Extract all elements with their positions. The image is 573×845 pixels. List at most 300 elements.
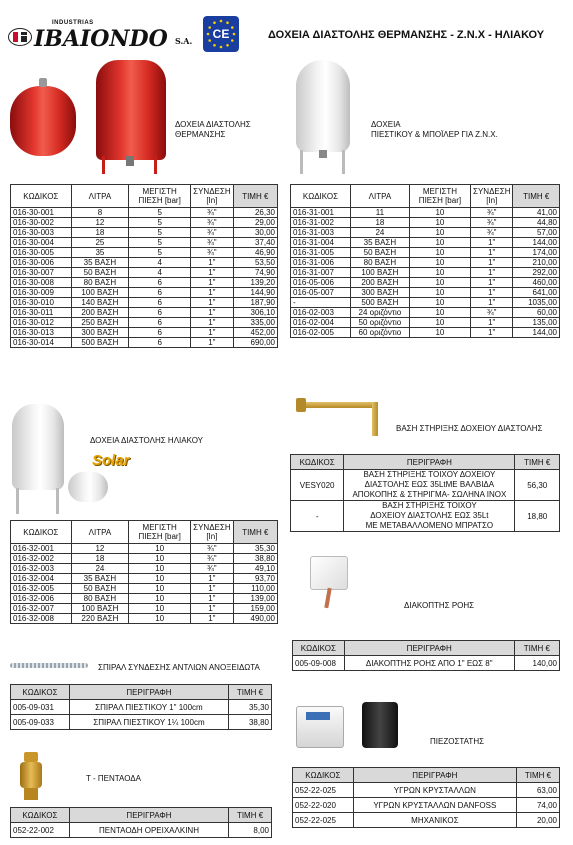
table-cell: 80 ΒΑΣΗ [71, 594, 129, 604]
table-cell: 35 ΒΑΣΗ [350, 238, 409, 248]
description-line: ΜΕ ΜΕΤΑΒΑΛΛΟΜΕΝΟ ΜΠΡΑΤΣΟ [365, 521, 494, 530]
table-cell: 016-05-007 [291, 288, 351, 298]
table-header-row [11, 685, 272, 700]
table-cell: 4 [129, 268, 191, 278]
table-row [11, 308, 278, 318]
table-cell: 490,00 [233, 614, 277, 624]
table-cell: 140,00 [514, 656, 559, 671]
table-cell: 10 [129, 544, 191, 554]
table-cell: 63,00 [516, 783, 559, 798]
table-cell: 18 [350, 218, 409, 228]
table-row [11, 258, 278, 268]
pressure-caption-line2: ΠΙΕΣΤΙΚΟΥ & ΜΠΟΪΛΕΡ ΓΙΑ Ζ.Ν.Χ. [371, 130, 498, 139]
table-cell: 016-30-009 [11, 288, 72, 298]
heating-caption [175, 120, 251, 140]
table-row [11, 298, 278, 308]
table-row [291, 470, 560, 501]
table-cell: 139,00 [233, 594, 277, 604]
table-header-row [11, 185, 278, 208]
table-cell: ¾" [191, 238, 233, 248]
column-header: ΠΕΡΙΓΡΑΦΗ [344, 641, 514, 656]
table-cell: 26,30 [233, 208, 277, 218]
bracket-image [296, 392, 386, 442]
table-cell: 38,80 [233, 554, 277, 564]
table-cell: ¾" [191, 248, 233, 258]
table-cell: 93,70 [233, 574, 277, 584]
table-cell: 38,80 [228, 715, 271, 730]
table-row [291, 501, 560, 532]
table-cell: 174,00 [513, 248, 560, 258]
table-header-row [11, 808, 272, 823]
table-cell: 016-31-002 [291, 218, 351, 228]
table-cell: 016-32-007 [11, 604, 72, 614]
table-cell: 200 ΒΑΣΗ [71, 308, 129, 318]
table-cell: 052-22-020 [293, 798, 354, 813]
table-cell: 1" [471, 258, 513, 268]
table-cell: 100 ΒΑΣΗ [71, 288, 129, 298]
table-cell: 016-30-011 [11, 308, 72, 318]
column-header: ΚΩΔΙΚΟΣ [11, 185, 72, 208]
table-cell: 50 ΒΑΣΗ [71, 584, 129, 594]
column-header: ΚΩΔΙΚΟΣ [291, 185, 351, 208]
table-cell: 1" [191, 328, 233, 338]
table-cell: - [291, 501, 344, 532]
table-cell: 30,00 [233, 228, 277, 238]
table-cell: ¾" [191, 544, 233, 554]
table-cell: ¾" [191, 218, 233, 228]
table-cell: 452,00 [233, 328, 277, 338]
description-line: ΑΠΟΚΟΠΗΣ & ΣΤΗΡΙΓΜΑ- ΣΩΛΗΝΑ INOX [352, 490, 507, 499]
description-line: ΒΑΣΗ ΣΤΗΡΙΞΗΣ ΤΟΙΧΟΥ ΔΟΧΕΙΟΥ [363, 470, 496, 479]
table-cell: 292,00 [513, 268, 560, 278]
ce-mark-icon [203, 16, 239, 52]
table-cell: 18,80 [515, 501, 560, 532]
table-cell: 6 [129, 308, 191, 318]
table-cell: 016-05-006 [291, 278, 351, 288]
table-cell: 5 [129, 248, 191, 258]
table-header-row [291, 185, 560, 208]
table-cell: 016-02-004 [291, 318, 351, 328]
table-cell: 1" [191, 338, 233, 348]
table-cell: 35 [71, 248, 129, 258]
table-cell: 18 [71, 228, 129, 238]
table-cell: 4 [129, 258, 191, 268]
table-cell: 57,00 [513, 228, 560, 238]
table-cell: 35 ΒΑΣΗ [71, 258, 129, 268]
table-row [11, 228, 278, 238]
table-row [11, 584, 278, 594]
table-cell: 016-32-005 [11, 584, 72, 594]
page-title: ΔΟΧΕΙΑ ΔΙΑΣΤΟΛΗΣ ΘΕΡΜΑΝΣΗΣ - Ζ.Ν.Χ - ΗΛΙΑΚΟΥ [268, 29, 545, 41]
table-cell: 10 [409, 298, 470, 308]
pressure-caption-line1: ΔΟΧΕΙΑ [371, 120, 401, 129]
table-row [291, 218, 560, 228]
table-cell: 1" [471, 278, 513, 288]
table-cell: 10 [129, 574, 191, 584]
table-cell: 016-31-005 [291, 248, 351, 258]
pentad-image [16, 752, 50, 802]
table-cell: 10 [409, 268, 470, 278]
table-cell: 139,20 [233, 278, 277, 288]
table-cell: 1" [191, 604, 233, 614]
table-row [291, 318, 560, 328]
column-header: ΤΙΜΗ € [514, 641, 559, 656]
table-row [11, 604, 278, 614]
hose-price-table [10, 684, 272, 730]
table-cell: 12 [71, 218, 129, 228]
table-cell: 016-32-003 [11, 564, 72, 574]
table-row [291, 278, 560, 288]
table-cell: 500 ΒΑΣΗ [350, 298, 409, 308]
table-cell: ¾" [191, 208, 233, 218]
table-cell: - [291, 298, 351, 308]
pressostat-price-table [292, 767, 560, 828]
column-header: ΜΕΓΙΣΤΗ ΠΙΕΣΗ [bar] [129, 521, 191, 544]
table-cell: 016-02-005 [291, 328, 351, 338]
table-cell: 016-30-004 [11, 238, 72, 248]
table-row [291, 258, 560, 268]
table-cell: 052-22-002 [11, 823, 70, 838]
table-cell: 35 ΒΑΣΗ [71, 574, 129, 584]
solar-price-table [10, 520, 278, 624]
heating-caption-line1: ΔΟΧΕΙΑ ΔΙΑΣΤΟΛΗΣ [175, 120, 251, 129]
column-header: ΛΙΤΡΑ [350, 185, 409, 208]
table-cell: 80 ΒΑΣΗ [71, 278, 129, 288]
table-cell: 74,90 [233, 268, 277, 278]
table-cell: 016-30-006 [11, 258, 72, 268]
table-cell: 5 [129, 218, 191, 228]
table-cell: 5 [129, 228, 191, 238]
table-cell: 016-31-003 [291, 228, 351, 238]
table-cell: 46,90 [233, 248, 277, 258]
table-cell: 10 [129, 584, 191, 594]
table-cell: 56,30 [515, 470, 560, 501]
table-cell: 005-09-033 [11, 715, 70, 730]
table-cell: 005-09-008 [293, 656, 345, 671]
table-cell: 460,00 [513, 278, 560, 288]
table-cell: 18 [71, 554, 129, 564]
table-header-row [11, 521, 278, 544]
brand-suffix: S.A. [175, 36, 193, 46]
table-cell: 016-30-002 [11, 218, 72, 228]
table-header-row [293, 768, 560, 783]
table-cell: 220 ΒΑΣΗ [71, 614, 129, 624]
table-cell: 1" [191, 278, 233, 288]
flow-switch-caption: ΔΙΑΚΟΠΤΗΣ ΡΟΗΣ [404, 601, 475, 610]
table-cell: ΜΗΧΑΝΙΚΟΣ [353, 813, 516, 828]
table-cell: 1" [191, 258, 233, 268]
table-cell: 016-30-003 [11, 228, 72, 238]
table-cell: 6 [129, 318, 191, 328]
table-row [11, 318, 278, 328]
pressure-tank-image [292, 56, 352, 180]
table-cell: 12 [71, 544, 129, 554]
table-cell: 016-30-008 [11, 278, 72, 288]
description-line: ΔΟΧΕΙΟΥ ΔΙΑΣΤΟΛΗΣ ΕΩΣ 35Lt [370, 511, 489, 520]
pressostat-caption: ΠΙΕΖΟΣΤΑΤΗΣ [430, 737, 485, 746]
table-row [11, 328, 278, 338]
table-cell: 10 [129, 564, 191, 574]
table-cell: 80 ΒΑΣΗ [350, 258, 409, 268]
table-cell: 24 οριζόντιο [350, 308, 409, 318]
table-row [293, 798, 560, 813]
table-row [293, 783, 560, 798]
table-cell: 37,40 [233, 238, 277, 248]
table-cell: 500 ΒΑΣΗ [71, 338, 129, 348]
table-cell: 1035,00 [513, 298, 560, 308]
large-red-tank [96, 60, 166, 160]
small-red-tank [10, 86, 76, 156]
table-row [11, 700, 272, 715]
table-cell: ΠΕΝΤΑΟΔΗ ΟΡΕΙΧΑΛΚΙΝΗ [69, 823, 228, 838]
table-cell: 8,00 [229, 823, 272, 838]
table-cell: 016-30-005 [11, 248, 72, 258]
column-header: ΣΥΝΔΕΣΗ [In] [471, 185, 513, 208]
table-row [11, 218, 278, 228]
table-row [11, 823, 272, 838]
table-cell: 5 [129, 238, 191, 248]
column-header: ΚΩΔΙΚΟΣ [11, 521, 72, 544]
table-cell: 110,00 [233, 584, 277, 594]
table-cell: 24 [350, 228, 409, 238]
column-header: ΤΙΜΗ € [515, 455, 560, 470]
pentad-caption: Τ - ΠΕΝΤΑΟΔΑ [86, 774, 141, 783]
table-row [291, 328, 560, 338]
table-cell: 10 [409, 218, 470, 228]
table-cell: 144,00 [513, 328, 560, 338]
table-cell: 10 [409, 278, 470, 288]
table-cell: 41,00 [513, 208, 560, 218]
table-cell: ¾" [471, 308, 513, 318]
table-cell: 016-30-014 [11, 338, 72, 348]
table-cell: 1" [191, 584, 233, 594]
table-cell: 1" [471, 238, 513, 248]
table-row [291, 228, 560, 238]
column-header: ΤΙΜΗ € [228, 685, 271, 700]
table-cell: ¾" [191, 564, 233, 574]
table-cell: 35,30 [228, 700, 271, 715]
table-cell: 016-02-003 [291, 308, 351, 318]
column-header: ΚΩΔΙΚΟΣ [11, 685, 70, 700]
table-cell: 20,00 [516, 813, 559, 828]
table-cell: 29,00 [233, 218, 277, 228]
table-cell: 1" [191, 288, 233, 298]
column-header: ΤΙΜΗ € [233, 185, 277, 208]
column-header: ΣΥΝΔΕΣΗ [In] [191, 521, 233, 544]
table-cell: 60 οριζόντιο [350, 328, 409, 338]
description-line: ΔΙΑΣΤΟΛΗΣ ΕΩΣ 35LtΜΕ ΒΑΛΒΙΔΑ [364, 480, 495, 489]
table-row [291, 288, 560, 298]
column-header: ΤΙΜΗ € [233, 521, 277, 544]
column-header: ΜΕΓΙΣΤΗ ΠΙΕΣΗ [bar] [409, 185, 470, 208]
column-header: ΛΙΤΡΑ [71, 185, 129, 208]
solar-badge: Solar [92, 452, 130, 469]
table-cell: 6 [129, 288, 191, 298]
table-row [291, 208, 560, 218]
table-cell: 100 ΒΑΣΗ [71, 604, 129, 614]
table-cell: 052-22-025 [293, 813, 354, 828]
table-cell: 140 ΒΑΣΗ [71, 298, 129, 308]
table-cell: 10 [129, 604, 191, 614]
table-row [293, 656, 560, 671]
table-cell: 10 [409, 308, 470, 318]
table-row [11, 554, 278, 564]
brand-name: IBAIONDO [34, 26, 168, 52]
table-cell: 159,00 [233, 604, 277, 614]
table-cell: ¾" [471, 208, 513, 218]
table-cell: 74,00 [516, 798, 559, 813]
table-header-row [291, 455, 560, 470]
table-cell: 1" [191, 614, 233, 624]
table-cell: 6 [129, 278, 191, 288]
table-cell: 016-31-007 [291, 268, 351, 278]
table-cell: 10 [409, 228, 470, 238]
table-cell: 25 [71, 238, 129, 248]
column-header: ΚΩΔΙΚΟΣ [293, 768, 354, 783]
table-cell: 1" [191, 308, 233, 318]
table-cell: 11 [350, 208, 409, 218]
column-header: ΤΙΜΗ € [229, 808, 272, 823]
flow-switch-image [310, 556, 352, 608]
heating-tanks-image [8, 56, 168, 180]
table-cell: 210,00 [513, 258, 560, 268]
table-cell: 135,00 [513, 318, 560, 328]
table-row [11, 268, 278, 278]
solar-caption: ΔΟΧΕΙΑ ΔΙΑΣΤΟΛΗΣ ΗΛΙΑΚΟΥ [90, 436, 203, 445]
table-row [291, 248, 560, 258]
table-row [11, 238, 278, 248]
table-cell: 306,10 [233, 308, 277, 318]
table-cell: 005-09-031 [11, 700, 70, 715]
table-row [11, 208, 278, 218]
table-cell: 50 ΒΑΣΗ [350, 248, 409, 258]
column-header: ΠΕΡΙΓΡΑΦΗ [353, 768, 516, 783]
table-cell: 50 ΒΑΣΗ [71, 268, 129, 278]
column-header: ΤΙΜΗ € [513, 185, 560, 208]
pressure-price-table [290, 184, 560, 338]
table-cell: 016-30-007 [11, 268, 72, 278]
column-header: ΠΕΡΙΓΡΑΦΗ [69, 808, 228, 823]
table-cell: 016-31-006 [291, 258, 351, 268]
column-header: ΚΩΔΙΚΟΣ [291, 455, 344, 470]
table-cell: 10 [409, 208, 470, 218]
table-cell: 300 ΒΑΣΗ [71, 328, 129, 338]
table-cell: ΥΓΡΩΝ ΚΡΥΣΤΑΛΛΩΝ [353, 783, 516, 798]
table-cell: 10 [409, 248, 470, 258]
pentad-price-table [10, 807, 272, 838]
table-cell: 187,90 [233, 298, 277, 308]
table-cell: 5 [129, 208, 191, 218]
table-cell: ¾" [191, 228, 233, 238]
ibaiondo-logo-icon [8, 28, 32, 46]
table-row [11, 614, 278, 624]
table-cell: 016-32-008 [11, 614, 72, 624]
column-header: ΠΕΡΙΓΡΑΦΗ [344, 455, 515, 470]
table-row [11, 715, 272, 730]
table-cell: 052-22-025 [293, 783, 354, 798]
table-cell: 144,90 [233, 288, 277, 298]
table-cell: ΣΠΙΡΑΛ ΠΙΕΣΤΙΚΟΥ 1¼ 100cm [69, 715, 228, 730]
table-cell [344, 501, 515, 532]
column-header: ΚΩΔΙΚΟΣ [293, 641, 345, 656]
table-cell: 53,50 [233, 258, 277, 268]
table-cell: 8 [71, 208, 129, 218]
table-cell: 1" [471, 248, 513, 258]
table-cell: ¾" [191, 554, 233, 564]
table-cell: 100 ΒΑΣΗ [350, 268, 409, 278]
table-cell: 016-32-001 [11, 544, 72, 554]
hose-image [10, 663, 88, 668]
table-row [11, 544, 278, 554]
table-header-row [293, 641, 560, 656]
table-row [291, 268, 560, 278]
table-cell: 016-32-002 [11, 554, 72, 564]
table-row [291, 238, 560, 248]
bracket-caption: ΒΑΣΗ ΣΤΗΡΙΞΗΣ ΔΟΧΕΙΟΥ ΔΙΑΣΤΟΛΗΣ [396, 424, 543, 433]
table-cell: 1" [191, 268, 233, 278]
column-header: ΠΕΡΙΓΡΑΦΗ [69, 685, 228, 700]
flow-switch-price-table [292, 640, 560, 671]
table-row [11, 574, 278, 584]
table-cell: 144,00 [513, 238, 560, 248]
table-cell: VESY020 [291, 470, 344, 501]
table-cell: ΔΙΑΚΟΠΤΗΣ ΡΟΗΣ ΑΠΟ 1" ΕΩΣ 8" [344, 656, 514, 671]
table-cell: 016-30-013 [11, 328, 72, 338]
table-cell: 690,00 [233, 338, 277, 348]
column-header: ΤΙΜΗ € [516, 768, 559, 783]
table-cell: 1" [471, 298, 513, 308]
table-row [291, 308, 560, 318]
table-cell: ¾" [471, 218, 513, 228]
table-cell: 1" [191, 318, 233, 328]
pressostat-image [296, 698, 406, 756]
table-cell: 016-32-006 [11, 594, 72, 604]
table-cell: 49,10 [233, 564, 277, 574]
description-line: ΒΑΣΗ ΣΤΗΡΙΞΗΣ ΤΟΙΧΟΥ [382, 501, 477, 510]
table-row [11, 288, 278, 298]
table-cell: 24 [71, 564, 129, 574]
pressure-caption [371, 120, 498, 140]
table-cell: 016-30-001 [11, 208, 72, 218]
table-row [293, 813, 560, 828]
table-cell: 60,00 [513, 308, 560, 318]
ce-mark-text: CE [212, 27, 230, 41]
table-cell: ΣΠΙΡΑΛ ΠΙΕΣΤΙΚΟΥ 1" 100cm [69, 700, 228, 715]
table-cell: 016-30-010 [11, 298, 72, 308]
table-cell: 6 [129, 328, 191, 338]
table-row [11, 248, 278, 258]
table-cell: 10 [129, 554, 191, 564]
table-cell: 6 [129, 298, 191, 308]
table-cell: 016-31-004 [291, 238, 351, 248]
table-row [11, 564, 278, 574]
table-cell: 10 [409, 328, 470, 338]
table-cell: 10 [409, 258, 470, 268]
table-cell: 1" [471, 268, 513, 278]
column-header: ΚΩΔΙΚΟΣ [11, 808, 70, 823]
table-cell: 6 [129, 338, 191, 348]
column-header: ΣΥΝΔΕΣΗ [In] [191, 185, 233, 208]
table-cell: 35,30 [233, 544, 277, 554]
table-cell: 1" [191, 298, 233, 308]
table-row [291, 298, 560, 308]
table-cell: 250 ΒΑΣΗ [71, 318, 129, 328]
table-cell: 1" [191, 574, 233, 584]
table-cell: 016-30-012 [11, 318, 72, 328]
table-cell: 016-31-001 [291, 208, 351, 218]
table-cell: 1" [471, 318, 513, 328]
table-cell: 016-32-004 [11, 574, 72, 584]
